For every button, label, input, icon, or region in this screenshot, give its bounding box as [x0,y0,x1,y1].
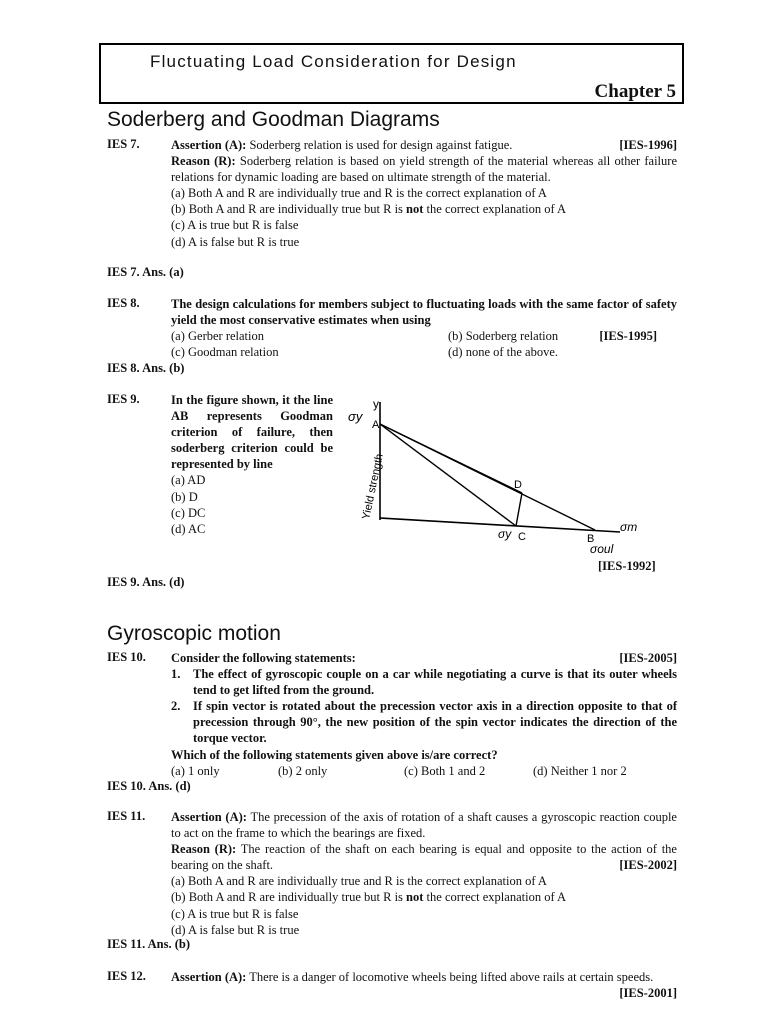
reason-tag: Reason (R): [171,842,237,857]
point-b-label: B [587,533,595,545]
reason-text: Soderberg relation is based on yield strength of the material whereas all other failure relations for dynamic loading are based on ultimate strength of the material. [171,154,677,185]
question-label-ies10: IES 10. [107,650,146,664]
question-label-ies9: IES 9. [107,392,140,406]
question-body-ies8 [171,296,677,360]
option-b-text-end: the correct explanation of A [423,202,567,217]
option-a: (a) Both A and R are individually true and R is the correct explanation of A [171,874,547,889]
exam-reference: [IES-1996] [619,138,677,152]
option-d: (d) A is false but R is true [171,234,300,249]
sigma-oul-label: σoul [590,542,614,556]
statement-list [171,666,677,746]
sigma-y-bottom-label: σy [498,527,512,541]
option-b-not: not [406,202,424,217]
reason-line [171,153,677,185]
chapter-number: Chapter 5 [594,81,676,102]
section-title-gyroscopic-motion: Gyroscopic motion [107,622,281,645]
assertion-text: Soderberg relation is used for design against fatigue. [246,138,513,152]
answer-ies10: IES 10. Ans. (d) [107,779,191,793]
exam-reference-ies9: [IES-1992] [598,559,656,573]
assertion-line [171,969,677,1001]
option-d: (d) Neither 1 nor 2 [533,763,627,778]
answer-ies9: IES 9. Ans. (d) [107,575,185,589]
option-b: (b) Soderberg relation [448,329,559,344]
question-text: Which of the following statements given above is/are correct? [171,747,498,762]
reason-line [171,841,677,873]
option-d: (d) AC [171,521,206,536]
options-row [171,763,677,779]
option-c: (c) A is true but R is false [171,218,299,233]
option-b-text-end: the correct explanation of A [423,890,567,905]
option-b-text: (b) Both A and R are individually true but R is [171,202,407,217]
sigma-m-label: σm [620,520,638,534]
intro-line [171,650,677,666]
sigma-y-top-label: σy [348,409,363,424]
option-b [171,889,677,905]
chapter-heading: Fluctuating Load Consideration for Design [150,52,517,71]
option-d: (d) A is false but R is true [171,922,300,937]
soderberg-goodman-figure [340,390,680,565]
question-label-ies7: IES 7. [107,137,140,151]
reason-text: The reaction of the shaft on each bearing is equal and opposite to the action of the bearing on the shaft. [171,842,677,873]
option-b-not: not [406,890,424,905]
question-body-ies7 [171,137,677,250]
statement-2-text: If spin vector is rotated about the precession vector axis in a direction opposite to that of precession through 90°, the new position of the spin vector indicates the direction of the torque vector. [193,699,677,746]
intro-text: Consider the following statements: [171,651,356,665]
answer-ies7: IES 7. Ans. (a) [107,265,184,279]
statement-2-number: 2. [171,699,181,714]
assertion-tag: Assertion (A): [171,810,247,824]
point-d-label: D [514,479,522,491]
yield-strength-label: Yield strength [360,452,386,521]
exam-reference: [IES-2005] [619,651,677,665]
question-label-ies11: IES 11. [107,809,146,823]
assertion-line [171,137,677,153]
line-ac [380,424,516,526]
statement-2 [171,698,677,746]
point-a-label: A [372,419,380,431]
assertion-text: There is a danger of locomotive wheels being lifted above rails at certain speeds. [246,970,654,984]
assertion-text: The precession of the axis of rotation of a shaft causes a gyroscopic reaction couple to act on the frame to which the bearings are fixed. [171,810,677,841]
question-body-ies10 [171,650,677,779]
option-c: (c) Both 1 and 2 [404,763,486,778]
exam-reference: [IES-2002] [619,858,677,873]
line-dc [516,493,522,526]
question-body-ies12 [171,969,677,1001]
answer-ies8: IES 8. Ans. (b) [107,361,185,375]
line-ad [380,424,522,493]
question-label-ies12: IES 12. [107,969,146,983]
option-a: (a) AD [171,473,206,488]
option-b-text: (b) Both A and R are individually true but R is [171,890,407,905]
point-c-label: C [518,531,526,543]
y-axis-label: y [373,397,379,411]
reason-tag: Reason (R): [171,154,236,169]
question-body-ies11 [171,809,677,938]
option-c: (c) A is true but R is false [171,906,299,921]
question-body-ies9 [171,392,333,537]
option-b: (b) D [171,489,198,504]
question-label-ies8: IES 8. [107,296,140,310]
option-c: (c) DC [171,505,206,520]
exam-reference: [IES-2001] [619,986,677,1001]
assertion-line [171,809,677,841]
option-b: (b) 2 only [278,763,328,778]
question-text: In the figure shown, it the line AB represents Goodman criterion of failure, then soderberg criterion could be represented by line [171,393,333,472]
assertion-tag: Assertion (A): [171,138,247,152]
option-a: (a) Both A and R are individually true and R is the correct explanation of A [171,186,547,201]
option-a: (a) 1 only [171,763,220,778]
options-row-1 [171,328,677,344]
option-b [171,201,677,217]
question-text: The design calculations for members subject to fluctuating loads with the same factor of safety yield the most conservative estimates when using [171,297,677,328]
options-row-2 [171,344,677,360]
statement-1 [171,666,677,698]
section-title-soderberg-goodman: Soderberg and Goodman Diagrams [107,108,440,131]
option-c: (c) Goodman relation [171,345,279,360]
option-a: (a) Gerber relation [171,329,264,344]
exam-reference: [IES-1995] [599,329,657,344]
answer-ies11: IES 11. Ans. (b) [107,937,191,951]
statement-1-text: The effect of gyroscopic couple on a car while negotiating a curve is that its outer wheels tend to get lifted from the ground. [193,667,677,698]
statement-1-number: 1. [171,667,181,682]
option-d: (d) none of the above. [448,345,559,360]
assertion-tag: Assertion (A): [171,970,247,984]
